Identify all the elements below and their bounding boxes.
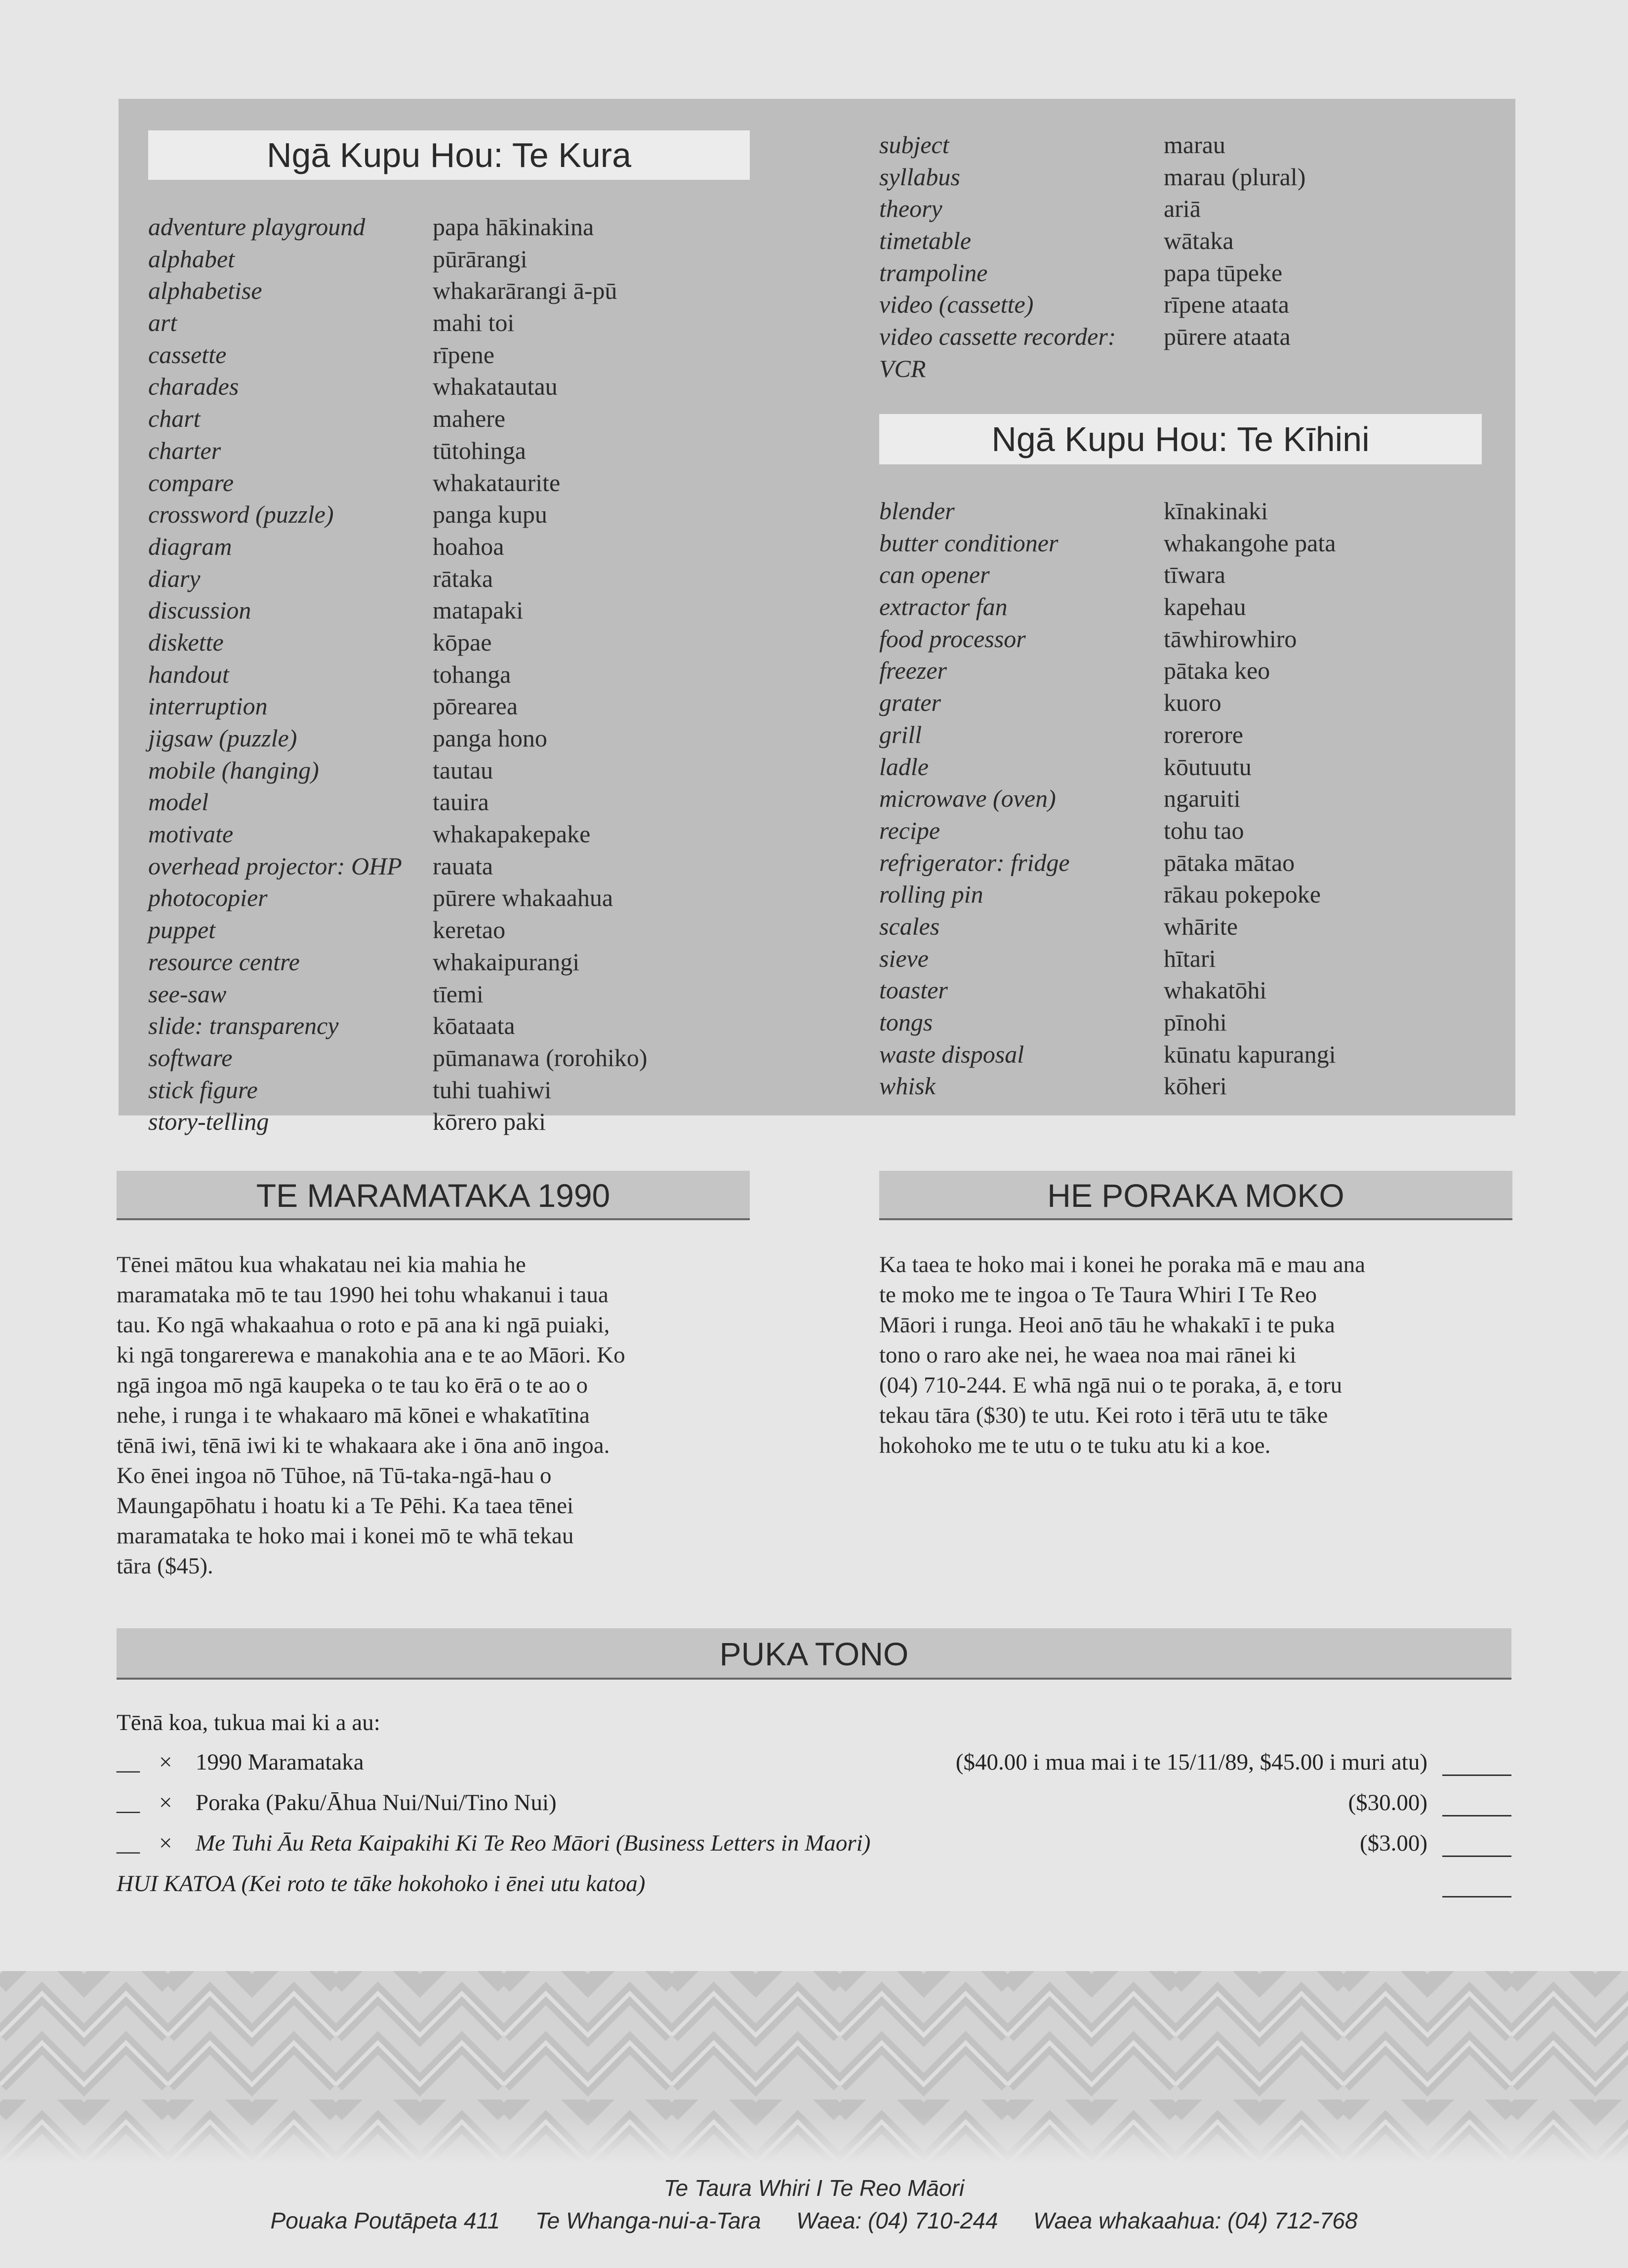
vocab-row: [879, 226, 1497, 258]
maori-term: kōutuutu: [1164, 752, 1252, 781]
vocab-row: [148, 915, 790, 948]
quantity-blank[interactable]: __: [117, 1749, 140, 1775]
vocab-row: [879, 592, 1497, 624]
order-item-price: ($30.00): [1348, 1790, 1427, 1815]
text-line: (04) 710-244. E whā ngā nui o te poraka, ā, e toru: [879, 1372, 1343, 1398]
vocab-row: [879, 496, 1497, 529]
maori-term: matapaki: [433, 596, 524, 624]
english-term: model: [148, 788, 209, 816]
english-term: see-saw: [148, 980, 227, 1008]
maori-term: pūmanawa (rorohiko): [433, 1043, 648, 1072]
vocab-row: [148, 1043, 790, 1075]
english-term: toaster: [879, 976, 948, 1004]
maori-term: pīnohi: [1164, 1008, 1227, 1036]
english-term: chart: [148, 405, 201, 433]
vocab-row: [148, 724, 790, 756]
vocab-row: [879, 976, 1497, 1008]
english-term: discussion: [148, 596, 251, 624]
maori-term: kōrero paki: [433, 1108, 546, 1136]
maori-term: kūnatu kapurangi: [1164, 1040, 1336, 1068]
vocab-row: [879, 290, 1497, 322]
text-line: Ko ēnei ingoa nō Tūhoe, nā Tū-taka-ngā-hau o: [117, 1463, 552, 1488]
vocab-row: [879, 560, 1497, 592]
english-term: diskette: [148, 628, 224, 656]
text-line: Ka taea te hoko mai i konei he poraka mā e mau ana: [879, 1252, 1365, 1278]
text-line: tau. Ko ngā whakaahua o roto e pā ana ki ngā puiaki,: [117, 1312, 610, 1338]
vocab-row: [148, 340, 790, 372]
order-total-label: HUI KATOA (Kei roto te tāke hokohoko i ēnei utu katoa): [117, 1871, 646, 1897]
english-term: alphabet: [148, 245, 235, 273]
footer-address: Pouaka Poutāpeta 411: [270, 2208, 500, 2233]
vocab-row: [879, 1040, 1497, 1072]
line-total-blank[interactable]: [1442, 1815, 1511, 1816]
text-line: ki ngā tongarerewa e manakohia ana e te ao Māori. Ko: [117, 1342, 625, 1368]
order-form-heading: PUKA TONO: [117, 1628, 1511, 1680]
maori-term: whakaipurangi: [433, 948, 580, 976]
maori-term: whakatautau: [433, 372, 558, 401]
english-term: slide: transparency: [148, 1012, 339, 1040]
times-symbol: ×: [159, 1749, 172, 1775]
maori-term: tuhi tuahiwi: [433, 1075, 552, 1104]
school-vocab-list-continued: [879, 130, 1497, 386]
school-vocab-heading: Ngā Kupu Hou: Te Kura: [148, 130, 750, 180]
maori-term: panga hono: [433, 724, 547, 752]
maori-term: tīemi: [433, 980, 484, 1008]
vocab-row: [879, 720, 1497, 752]
vocab-row: [148, 980, 790, 1012]
english-term: sieve: [879, 944, 929, 972]
maori-term: tūtohinga: [433, 436, 526, 464]
order-item-price: ($3.00): [1359, 1830, 1427, 1856]
english-term: stick figure: [148, 1075, 258, 1104]
english-term: recipe: [879, 816, 940, 844]
maori-term: papa tūpeke: [1164, 258, 1283, 287]
text-line: te moko me te ingoa o Te Taura Whiri I Te Reo: [879, 1282, 1317, 1308]
vocab-row: [879, 752, 1497, 784]
text-line: nehe, i runga i te whakaaro mā kōnei e whakatītina: [117, 1402, 590, 1428]
maori-term: wātaka: [1164, 227, 1234, 255]
text-line: maramataka mō te tau 1990 hei tohu whakanui i taua: [117, 1282, 609, 1308]
maori-term: whakarārangi ā-pū: [433, 277, 617, 305]
english-term: adventure playground: [148, 213, 366, 241]
vocab-row: [148, 532, 790, 564]
kitchen-vocab-list: [879, 496, 1497, 1104]
text-line: maramataka te hoko mai i konei mō te whā tekau: [117, 1523, 574, 1549]
quantity-blank[interactable]: __: [117, 1830, 140, 1856]
footer-contact: [0, 2207, 1628, 2234]
vocab-row: [148, 692, 790, 724]
maori-term: rīpene: [433, 340, 494, 369]
vocab-row: [148, 372, 790, 404]
vocab-row: [879, 848, 1497, 880]
kitchen-vocab-heading: Ngā Kupu Hou: Te Kīhini: [879, 414, 1482, 464]
english-term: refrigerator: fridge: [879, 848, 1070, 876]
english-term: interruption: [148, 692, 268, 720]
vocab-row: [148, 820, 790, 852]
vocab-row: [879, 1008, 1497, 1040]
english-term: food processor: [879, 624, 1026, 653]
english-term: microwave (oven): [879, 784, 1056, 813]
vocab-row: [148, 276, 790, 308]
maori-term: kapehau: [1164, 593, 1246, 621]
vocab-row: [148, 1011, 790, 1043]
vocab-row: [148, 436, 790, 468]
maori-term: kōheri: [1164, 1072, 1227, 1100]
english-term: alphabetise: [148, 277, 262, 305]
maori-term: pūrārangi: [433, 245, 528, 273]
vocab-row: [879, 944, 1497, 976]
maori-term: tāwhirowhiro: [1164, 624, 1297, 653]
maori-term: pātaka mātao: [1164, 848, 1295, 876]
order-line: [117, 1830, 1511, 1861]
english-term: theory: [879, 195, 942, 223]
footer-fax: Waea whakaahua: (04) 712-768: [1033, 2208, 1358, 2233]
vocab-row: [879, 163, 1497, 195]
text-line: Tēnei mātou kua whakatau nei kia mahia he: [117, 1252, 526, 1278]
vocab-row: [148, 756, 790, 788]
text-line: Maungapōhatu i hoatu ki a Te Pēhi. Ka taea tēnei: [117, 1493, 574, 1519]
order-line: [117, 1789, 1511, 1821]
english-term: can opener: [879, 561, 990, 589]
maori-term: hītari: [1164, 944, 1216, 972]
vocab-row: [879, 688, 1497, 720]
maori-term: whakataurite: [433, 468, 561, 496]
english-term: charter: [148, 436, 221, 464]
maori-term: kōataata: [433, 1012, 515, 1040]
english-term: syllabus: [879, 163, 960, 191]
text-line: tekau tāra ($30) te utu. Kei roto i tērā utu te tāke: [879, 1402, 1328, 1428]
order-item-name: Me Tuhi Āu Reta Kaipakihi Ki Te Reo Māori (Business Letters in Maori): [196, 1830, 871, 1856]
calendar-heading: TE MARAMATAKA 1990: [117, 1171, 750, 1220]
vocab-row: [879, 624, 1497, 657]
order-item-name: 1990 Maramataka: [196, 1749, 364, 1775]
english-term: freezer: [879, 657, 947, 685]
english-term: VCR: [879, 354, 926, 382]
vocab-row: [148, 212, 790, 245]
order-item-name: Poraka (Paku/Āhua Nui/Nui/Tino Nui): [196, 1790, 557, 1815]
order-intro: Tēnā koa, tukua mai ki a au:: [117, 1710, 380, 1735]
english-term: story-telling: [148, 1108, 269, 1136]
english-term: timetable: [879, 227, 972, 255]
vocab-row: [148, 308, 790, 340]
english-term: extractor fan: [879, 593, 1008, 621]
maori-term: pūrere whakaahua: [433, 884, 613, 912]
vocab-row: [879, 529, 1497, 561]
vocab-row: [879, 194, 1497, 226]
calendar-description: [117, 1250, 759, 1581]
maori-term: panga kupu: [433, 500, 547, 529]
vocab-row: [879, 912, 1497, 944]
maori-term: rauata: [433, 852, 493, 880]
vocab-row: [148, 404, 790, 436]
order-item-price: ($40.00 i mua mai i te 15/11/89, $45.00 i muri atu): [955, 1749, 1427, 1775]
maori-term: rorerore: [1164, 720, 1243, 748]
times-symbol: ×: [159, 1830, 172, 1856]
english-term: diagram: [148, 532, 232, 560]
english-term: cassette: [148, 340, 227, 369]
vocab-row: [148, 948, 790, 980]
vocab-row: [879, 322, 1497, 354]
school-vocab-list: [148, 212, 790, 1139]
tshirt-heading: HE PORAKA MOKO: [879, 1171, 1512, 1220]
vocab-row: [148, 564, 790, 596]
english-term: photocopier: [148, 884, 268, 912]
maori-term: rīpene ataata: [1164, 290, 1289, 319]
maori-term: papa hākinakina: [433, 213, 594, 241]
english-term: grill: [879, 720, 922, 748]
english-term: trampoline: [879, 258, 988, 287]
english-term: grater: [879, 689, 941, 717]
english-term: rolling pin: [879, 880, 983, 908]
footer-phone: Waea: (04) 710-244: [796, 2208, 998, 2233]
order-total-row: [117, 1870, 1511, 1902]
vocab-row: [148, 852, 790, 884]
english-term: motivate: [148, 820, 234, 848]
vocab-row: [879, 656, 1497, 688]
english-term: overhead projector: OHP: [148, 852, 402, 880]
maori-term: whakapakepake: [433, 820, 591, 848]
order-line: [117, 1749, 1511, 1780]
english-term: diary: [148, 564, 201, 592]
maori-term: rākau pokepoke: [1164, 880, 1321, 908]
maori-term: pūrere ataata: [1164, 323, 1291, 351]
line-total-blank[interactable]: [1442, 1856, 1511, 1857]
maori-term: marau: [1164, 131, 1225, 159]
vocab-row: [148, 883, 790, 915]
text-line: tāra ($45).: [117, 1553, 213, 1579]
text-line: ngā ingoa mō ngā kaupeka o te tau ko ērā o te ao o: [117, 1372, 588, 1398]
maori-term: whakangohe pata: [1164, 529, 1336, 557]
vocab-row: [148, 468, 790, 500]
maori-term: pōrearea: [433, 692, 518, 720]
maori-term: kōpae: [433, 628, 492, 656]
vocab-row: [148, 500, 790, 532]
english-term: art: [148, 309, 177, 337]
english-term: video cassette recorder:: [879, 323, 1116, 351]
text-line: hokohoko me te utu o te tuku atu ki a koe.: [879, 1433, 1271, 1458]
maori-term: kuoro: [1164, 689, 1221, 717]
english-term: puppet: [148, 916, 216, 944]
english-term: charades: [148, 372, 239, 401]
english-term: compare: [148, 468, 234, 496]
english-term: resource centre: [148, 948, 300, 976]
maori-term: pātaka keo: [1164, 657, 1270, 685]
english-term: mobile (hanging): [148, 756, 319, 784]
maori-term: tohu tao: [1164, 816, 1244, 844]
english-term: ladle: [879, 752, 929, 781]
order-total-blank[interactable]: [1442, 1896, 1511, 1897]
weave-pattern-decoration: [0, 1971, 1628, 2164]
tshirt-description: [879, 1250, 1521, 1461]
text-line: tēnā iwi, tēnā iwi ki te whakaara ake i ōna anō ingoa.: [117, 1433, 610, 1458]
vocab-row: [879, 258, 1497, 290]
vocab-row: [879, 1072, 1497, 1104]
english-term: whisk: [879, 1072, 936, 1100]
english-term: crossword (puzzle): [148, 500, 334, 529]
maori-term: whārite: [1164, 912, 1238, 940]
english-term: subject: [879, 131, 949, 159]
text-line: tono o raro ake nei, he waea noa mai rānei ki: [879, 1342, 1297, 1368]
maori-term: hoahoa: [433, 532, 504, 560]
vocab-row: [879, 880, 1497, 912]
vocab-row: [148, 660, 790, 692]
text-line: Māori i runga. Heoi anō tāu he whakakī i te puka: [879, 1312, 1335, 1338]
line-total-blank[interactable]: [1442, 1774, 1511, 1776]
maori-term: ariā: [1164, 195, 1201, 223]
maori-term: mahi toi: [433, 309, 515, 337]
maori-term: tohanga: [433, 660, 511, 688]
maori-term: tauira: [433, 788, 489, 816]
maori-term: marau (plural): [1164, 163, 1306, 191]
footer-city: Te Whanga-nui-a-Tara: [535, 2208, 761, 2233]
maori-term: mahere: [433, 405, 506, 433]
maori-term: tīwara: [1164, 561, 1225, 589]
vocab-row: [148, 1107, 790, 1139]
maori-term: whakatōhi: [1164, 976, 1267, 1004]
maori-term: rātaka: [433, 564, 493, 592]
times-symbol: ×: [159, 1790, 172, 1815]
quantity-blank[interactable]: __: [117, 1790, 140, 1815]
maori-term: kīnakinaki: [1164, 497, 1268, 525]
vocab-row: [879, 784, 1497, 816]
vocab-row: [148, 245, 790, 277]
english-term: scales: [879, 912, 940, 940]
vocab-row: [879, 816, 1497, 848]
maori-term: tautau: [433, 756, 493, 784]
maori-term: ngaruiti: [1164, 784, 1241, 813]
vocab-row: [148, 628, 790, 660]
english-term: blender: [879, 497, 955, 525]
vocabulary-panel: [119, 99, 1515, 1136]
vocab-row: [148, 787, 790, 820]
english-term: software: [148, 1043, 233, 1072]
maori-term: keretao: [433, 916, 506, 944]
vocab-row: [879, 354, 1497, 386]
vocab-row: [148, 596, 790, 628]
vocab-row: [148, 1075, 790, 1108]
english-term: video (cassette): [879, 290, 1034, 319]
vocab-row: [879, 130, 1497, 163]
english-term: butter conditioner: [879, 529, 1058, 557]
english-term: jigsaw (puzzle): [148, 724, 297, 752]
english-term: handout: [148, 660, 229, 688]
footer-organisation: Te Taura Whiri I Te Reo Māori: [663, 2175, 965, 2201]
english-term: tongs: [879, 1008, 933, 1036]
english-term: waste disposal: [879, 1040, 1024, 1068]
